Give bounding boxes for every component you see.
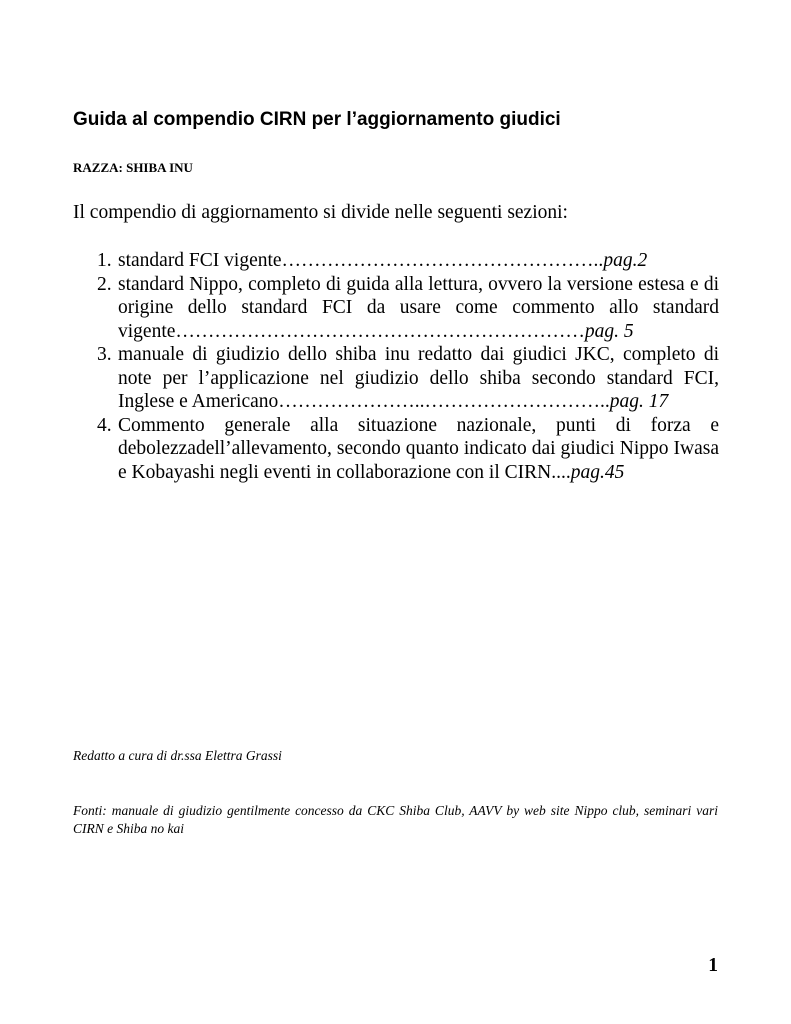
section-item: [73, 414, 719, 485]
section-page-ref: pag. 5: [584, 320, 634, 342]
sections-list: [73, 249, 719, 484]
section-number: 3.: [97, 344, 112, 365]
section-text: standard Nippo, completo di guida alla lettura, ovvero la versione estesa e di origine dello standard FCI da usare come commento allo standard vigente………………………………………………………: [118, 273, 719, 342]
section-number: 4.: [97, 414, 112, 436]
page-number: 1: [708, 955, 718, 976]
sources-note: Fonti: manuale di giudizio gentilmente concesso da CKC Shiba Club, AAVV by web site Nippo club, seminari vari CIRN e Shiba no kai: [73, 803, 718, 836]
section-number: 1.: [97, 250, 112, 271]
editor-credit: Redatto a cura di dr.ssa Elettra Grassi: [73, 748, 282, 763]
section-item: [73, 273, 719, 344]
section-page-ref: pag. 17: [609, 391, 669, 412]
section-page-ref: pag.45: [570, 461, 625, 483]
intro-paragraph: Il compendio di aggiornamento si divide nelle seguenti sezioni:: [73, 202, 568, 223]
breed-label: RAZZA: SHIBA INU: [73, 160, 193, 175]
section-text: standard FCI vigente…………………………………………..: [118, 250, 604, 271]
section-text: manuale di giudizio dello shiba inu redatto dai giudici JKC, completo di note per l’applicazione nel giudizio dello shiba secondo standard FCI, Inglese e Americano…………………..………………………..: [118, 344, 719, 412]
section-item: [73, 343, 719, 414]
section-text: Commento generale alla situazione nazionale, punti di forza e debolezzadell’allevamento, secondo quanto indicato dai giudici Nippo Iwasa e Kobayashi negli eventi in collaborazione con il CIRN....: [118, 414, 719, 483]
section-item: [73, 249, 719, 273]
section-page-ref: pag.2: [603, 250, 648, 271]
section-number: 2.: [97, 273, 112, 295]
document-title: Guida al compendio CIRN per l’aggiornamento giudici: [73, 109, 561, 130]
